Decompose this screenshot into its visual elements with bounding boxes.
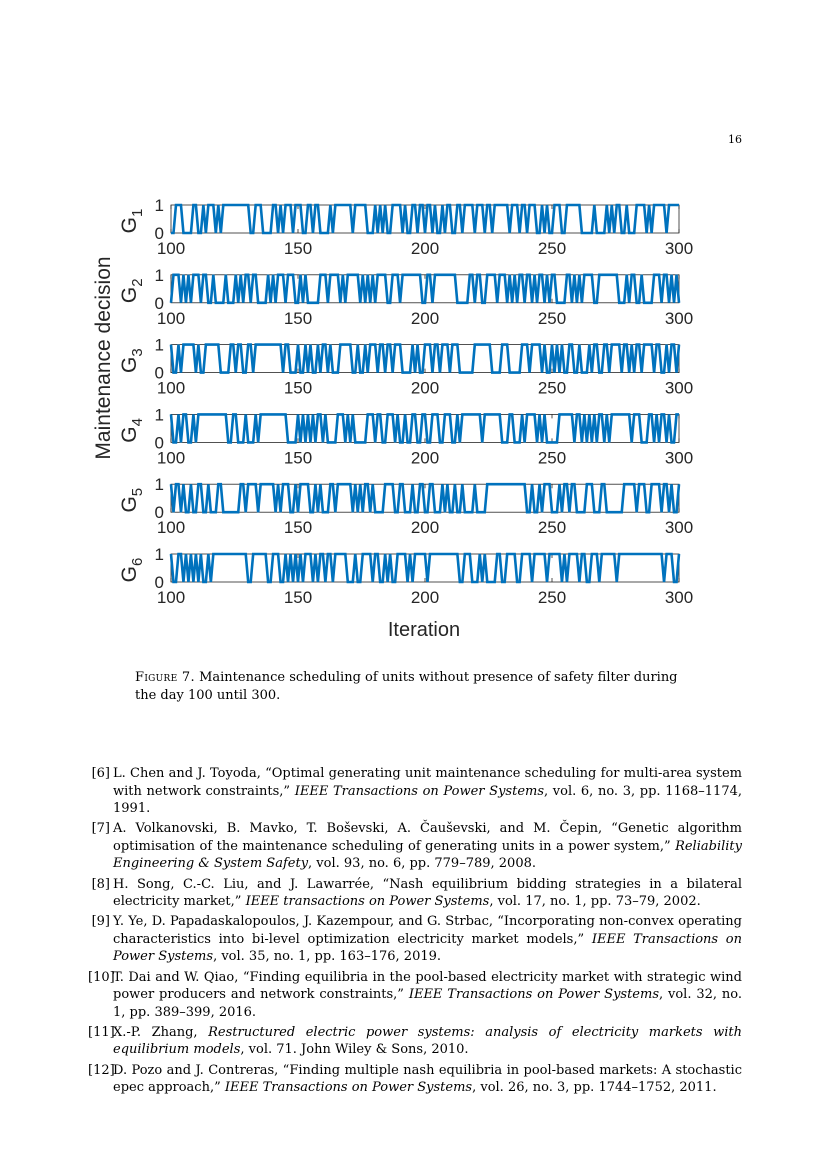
- subplot-label: $G_4$: [118, 418, 146, 443]
- subplot-group: [118, 196, 693, 607]
- reference-number: [ 10 ]: [88, 969, 110, 987]
- reference-venue: IEEE Transactions on Power Systems: [408, 987, 659, 1003]
- x-tick-label: 250: [537, 588, 567, 607]
- reference-text: , vol. 6, no. 3, pp. 1168–1174, 1991.: [113, 783, 742, 817]
- x-tick-label: 200: [410, 588, 440, 607]
- subplot-label: $G_3$: [118, 348, 146, 373]
- reference-number: [ 6 ]: [88, 765, 110, 783]
- reference-venue: Reliability Engineering & System Safety: [113, 838, 742, 872]
- reference-text: A. Volkanovski, B. Mavko, T. Boševski, A. Čauševski, and M. Čepin, “Genetic algorithm optimisation of the maintenance scheduling of generating units in a power system,”: [113, 821, 742, 854]
- x-tick-label: 100: [156, 378, 186, 398]
- x-tick-label: 100: [156, 239, 186, 258]
- reference-text: , vol. 93, no. 6, pp. 779–789, 2008.: [308, 856, 536, 872]
- reference-item: [88, 876, 742, 911]
- reference-text: , vol. 32, no. 1, pp. 389–399, 2016.: [113, 987, 742, 1020]
- reference-item: [88, 969, 742, 1022]
- y-tick-label: 1: [154, 265, 164, 285]
- subplot-g4: [118, 405, 693, 467]
- subplot-g6: [118, 545, 693, 607]
- x-tick-label: 150: [283, 308, 313, 328]
- x-axis-label: Iteration: [387, 619, 461, 641]
- subplot-g1: [118, 196, 693, 258]
- reference-text: Y. Ye, D. Papadaskalopoulos, J. Kazempour, and G. Strbac, “Incorporating non-convex operating characteristics into bi-level optimization electricity market models,”: [113, 914, 742, 947]
- x-tick-label: 100: [156, 448, 186, 468]
- x-tick-label: 200: [410, 239, 440, 258]
- y-tick-label: 1: [154, 475, 164, 495]
- y-tick-label: 1: [154, 335, 164, 355]
- y-tick-label: 0: [154, 224, 164, 243]
- subplot-label: $G_2$: [118, 278, 146, 304]
- y-tick-label: 0: [154, 433, 164, 453]
- subplot-label: $G_6$: [118, 557, 146, 583]
- reference-venue: Restructured electric power systems: analysis of electricity markets with equilibrium models: [113, 1024, 742, 1058]
- y-tick-label: 1: [154, 405, 164, 425]
- subplot-g5: [118, 475, 693, 537]
- x-tick-label: 250: [537, 239, 567, 258]
- page-number: 16: [728, 133, 742, 146]
- x-tick-label: 250: [537, 518, 567, 538]
- reference-venue: IEEE transactions on Power Systems: [245, 894, 490, 910]
- y-tick-label: 1: [154, 545, 164, 564]
- y-tick-label: 0: [154, 363, 164, 383]
- x-tick-label: 150: [283, 518, 313, 538]
- reference-item: [88, 1062, 742, 1097]
- figure-caption: [135, 669, 695, 705]
- y-axis-label: Maintenance decision: [92, 256, 115, 460]
- x-tick-label: 300: [664, 588, 694, 607]
- reference-text: D. Pozo and J. Contreras, “Finding multiple nash equilibria in pool-based markets: A stochastic epec approach,”: [113, 1062, 742, 1096]
- x-tick-label: 300: [664, 378, 694, 398]
- reference-number: [ 12 ]: [88, 1062, 110, 1080]
- y-tick-label: 0: [154, 573, 164, 592]
- reference-list: [88, 765, 742, 1099]
- x-tick-label: 200: [410, 448, 440, 468]
- subplot-label: $G_5$: [118, 487, 146, 513]
- figure-label: Figure 7.: [135, 670, 195, 685]
- x-tick-label: 250: [537, 308, 567, 328]
- subplot-g2: [118, 266, 693, 328]
- x-tick-label: 300: [664, 239, 694, 258]
- reference-text: X.-P. Zhang,: [113, 1024, 209, 1040]
- reference-item: [88, 913, 742, 966]
- reference-text: , vol. 35, no. 1, pp. 163–176, 2019.: [213, 949, 442, 965]
- x-tick-label: 100: [156, 588, 186, 607]
- x-tick-label: 200: [410, 308, 440, 328]
- reference-item: [88, 1024, 742, 1059]
- subplot-g3: [118, 336, 693, 398]
- x-tick-label: 150: [283, 378, 313, 398]
- reference-item: [88, 765, 742, 818]
- reference-number: [ 11 ]: [88, 1024, 110, 1042]
- reference-venue: IEEE Transactions on Power Systems: [294, 783, 545, 799]
- reference-text: L. Chen and J. Toyoda, “Optimal generating unit maintenance scheduling for multi-area system with network constraints,”: [113, 766, 742, 799]
- reference-number: [ 7 ]: [88, 820, 110, 838]
- x-tick-label: 300: [664, 518, 694, 538]
- subplot-label: $G_1$: [118, 208, 146, 234]
- reference-text: T. Dai and W. Qiao, “Finding equilibria in the pool-based electricity market with strategic wind power producers and network constraints,”: [113, 969, 742, 1003]
- reference-item: [88, 820, 742, 873]
- reference-text: , vol. 71. John Wiley & Sons, 2010.: [240, 1042, 469, 1058]
- x-tick-label: 300: [664, 448, 694, 468]
- reference-venue: IEEE Transactions on Power Systems: [113, 931, 742, 965]
- reference-text: , vol. 17, no. 1, pp. 73–79, 2002.: [489, 894, 701, 910]
- reference-number: [ 9 ]: [88, 913, 110, 931]
- reference-number: [ 8 ]: [88, 876, 110, 894]
- x-tick-label: 250: [537, 448, 567, 468]
- y-tick-label: 0: [154, 503, 164, 523]
- reference-text: , vol. 26, no. 3, pp. 1744–1752, 2011.: [472, 1080, 717, 1096]
- x-tick-label: 150: [283, 239, 313, 258]
- x-tick-label: 100: [156, 308, 186, 328]
- figure-caption-text: Maintenance scheduling of units without presence of safety filter during the day 100 until 300.: [135, 670, 678, 703]
- x-tick-label: 150: [283, 588, 313, 607]
- x-tick-label: 150: [283, 448, 313, 468]
- x-tick-label: 250: [537, 378, 567, 398]
- x-tick-label: 300: [664, 308, 694, 328]
- x-tick-label: 100: [156, 518, 186, 538]
- reference-text: H. Song, C.-C. Liu, and J. Lawarrée, “Nash equilibrium bidding strategies in a bilateral electricity market,”: [113, 876, 742, 910]
- reference-venue: IEEE Transactions on Power Systems: [224, 1080, 473, 1096]
- x-tick-label: 200: [410, 378, 440, 398]
- y-tick-label: 0: [154, 293, 164, 313]
- y-tick-label: 1: [154, 196, 164, 215]
- x-tick-label: 200: [410, 518, 440, 538]
